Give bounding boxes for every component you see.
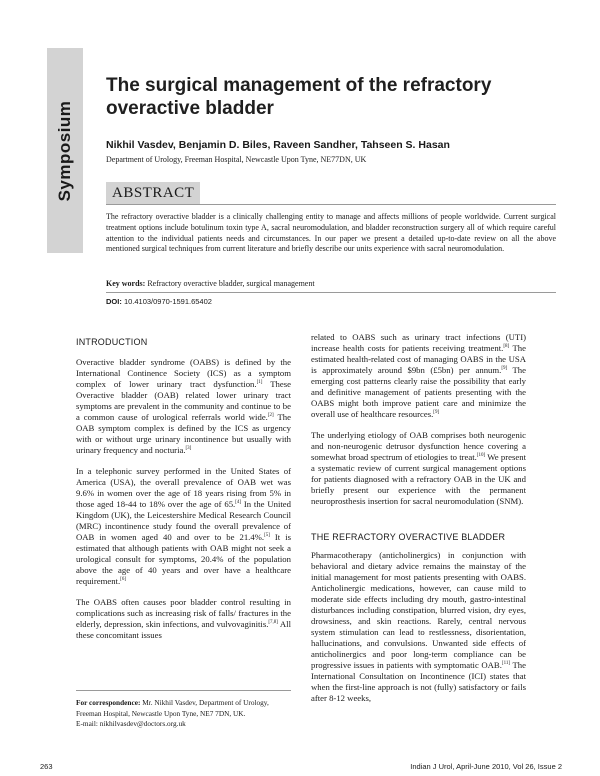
journal-citation: Indian J Urol, April-June 2010, Vol 26, Issue 2 — [410, 762, 562, 771]
affiliation: Department of Urology, Freeman Hospital, Newcastle Upon Tyne, NE77DN, UK — [106, 155, 367, 164]
paragraph: related to OABS such as urinary tract infections (UTI) increase health costs for patients receiving treatment.[8] The estimated health-related cost of managing OABS in the USA is approximately around $9bn (£5bn) per annum.[9] The emerging cost patterns clearly raise the possibility that early and definitive management of patients presenting with the OABS might both improve patient care and minimize the overall use of healthcare resources.[9] — [311, 332, 526, 419]
doi — [106, 297, 212, 306]
left-column — [76, 357, 291, 651]
paragraph: Pharmacotherapy (anticholinergics) in conjunction with behavioral and dietary advice remains the mainstay of the initial management for most patients presenting with OABS. Anticholinergic medications, however, can cause mild to moderate side effects including dry mouth, gastro-intestinal disturbances including constipation, blurred vision, dry eyes, drowsiness, and skin reactions. Rarely, central nervous system stimulation can lead to restlessness, disorientation, hallucinations, and convulsions. Unwanted side effects of anticholinergics and poor long-term compliance can be progressive issues in patients with symptomatic OAB.[11] The International Consultation on Incontinence (ICI) states that when the first-line approach is not (fully) satisfactory or fails after 8-12 weeks, — [311, 550, 526, 703]
paragraph: The OABS often causes poor bladder control resulting in complications such as increasing risk of falls/ fractures in the elderly, depression, skin infections, and vulvovaginitis.[7,8] All these concomitant issues — [76, 597, 291, 640]
paragraph: The underlying etiology of OAB comprises both neurogenic and non-neurogenic detrusor dysfunction hence covering a somewhat broad spectrum of etiologies to treat.[10] We present a systematic review of current surgical management options for patients diagnosed with a refractory OAB in the UK and briefly present our experience with the permanent neuroprosthesis insertion for sacral neuromodulation (SNM). — [311, 430, 526, 506]
correspondence — [76, 698, 291, 730]
page-number: 263 — [40, 762, 53, 771]
section-heading-introduction: INTRODUCTION — [76, 337, 148, 347]
correspondence-divider — [76, 690, 291, 691]
keywords-divider — [106, 292, 556, 293]
keywords-value: Refractory overactive bladder, surgical management — [147, 279, 315, 288]
correspondence-email: E-mail: nikhilvasdev@doctors.org.uk — [76, 719, 186, 728]
abstract-heading: ABSTRACT — [106, 182, 200, 204]
abstract-text: The refractory overactive bladder is a clinically challenging entity to manage and affects millions of people worldwide. Current surgical treatment options include botulinum toxin type A, sacral neuromodulation, and bladder reconstruction surgery all of which require careful attention to the individual patients needs and circumstances. In our paper we present a detailed up-to-date review on all the above mentioned surgical techniques from current literature and briefly describe our units experience with sacral neuromodulation. — [106, 212, 556, 254]
right-column-continued — [311, 550, 526, 714]
section-heading-refractory: THE REFRACTORY OVERACTIVE BLADDER — [311, 532, 506, 542]
doi-value: 10.4103/0970-1591.65402 — [123, 297, 212, 306]
doi-label: DOI: — [106, 297, 122, 306]
correspondence-label: For correspondence: — [76, 698, 141, 707]
paragraph: Overactive bladder syndrome (OABS) is defined by the International Continence Society (ICS) as a symptom complex of lower urinary tract dysfunction.[1] These Overactive bladder (OAB) related lower urinary tract symptoms are prevalent in the community and continue to be a common cause of urological referrals world wide.[2] The OAB symptom complex is defined by the ICS as urgency with or without urge urinary incontinence but usually with urinary frequency and nocturia.[3] — [76, 357, 291, 455]
keywords-label: Key words: — [106, 279, 146, 288]
author-list: Nikhil Vasdev, Benjamin D. Biles, Raveen Sandher, Tahseen S. Hasan — [106, 139, 450, 151]
abstract-divider — [106, 204, 556, 205]
correspondence-text: Mr. Nikhil Vasdev, Department of Urology, Freeman Hospital, Newcastle Upon Tyne, NE7 7DN, UK. — [76, 698, 269, 718]
section-tab-label: Symposium — [55, 100, 74, 201]
section-tab — [47, 48, 83, 253]
article-title: The surgical management of the refractory overactive bladder — [106, 75, 492, 119]
paragraph: In a telephonic survey performed in the United States of America (USA), the overall prevalence of OAB wet was 9.6% in women over the age of 18 years rising from 5% in those aged 18-44 to 18% over the age of 65.[4] In the United Kingdom (UK), the Leicestershire Medical Research Council (MRC) incontinence study found the overall prevalence of OAB in women aged 40 and over to be 21.4%.[5] It is estimated that although patients with OAB might not seek a urological consult for symptoms, 20.4% of the population above the age of 40 years and over have a healthcare requirement.[6] — [76, 466, 291, 586]
right-column — [311, 332, 526, 517]
keywords — [106, 279, 556, 288]
